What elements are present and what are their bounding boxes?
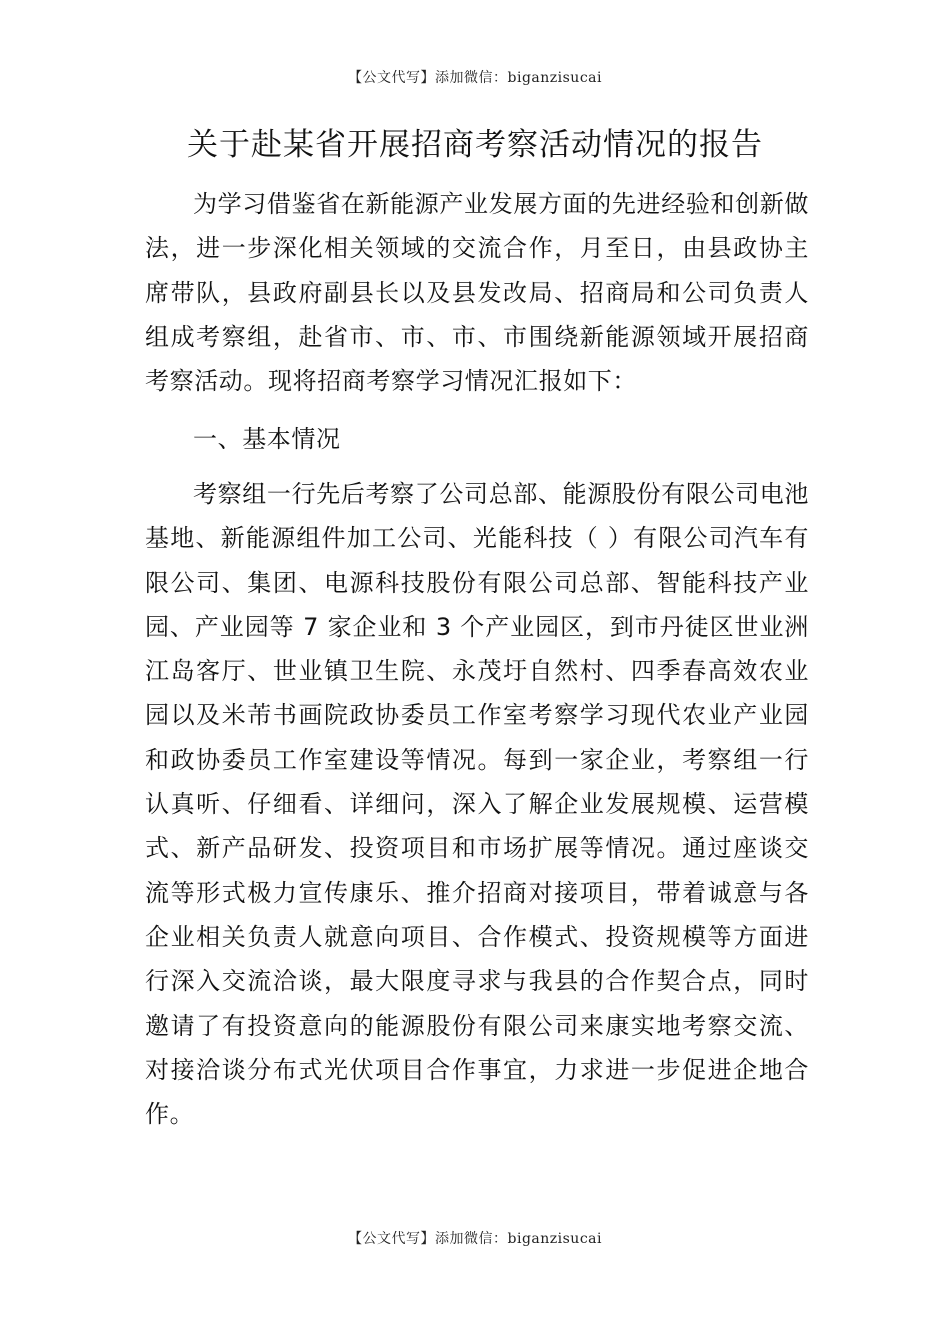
footer-watermark: 【公文代写】添加微信：biganzisucai (348, 1231, 602, 1247)
section-heading: 一、基本情况 (193, 425, 341, 453)
body-paragraph: 考察组一行先后考察了公司总部、能源股份有限公司电池基地、新能源组件加工公司、光能科技（ ）有限公司汽车有限公司、集团、电源科技股份有限公司总部、智能科技产业园、产业园等 7 家企业和 3 个产业园区，到市丹徒区世业洲江岛客厅、世业镇卫生院、永茂圩自然村、四季春高效农业园以及米芾书画院政协委员工作室考察学习现代农业产业园和政协委员工作室建设等情况。每到一家企业，考察组一行认真听、仔细看、详细问，深入了解企业发展规模、运营模式、新产品研发、投资项目和市场扩展等情况。通过座谈交流等形式极力宣传康乐、推介招商对接项目，带着诚意与各企业相关负责人就意向项目、合作模式、投资规模等方面进行深入交流洽谈，最大限度寻求与我县的合作契合点，同时邀请了有投资意向的能源股份有限公司来康实地考察交流、对接洽谈分布式光伏项目合作事宜，力求进一步促进企地合作。 (145, 480, 809, 1129)
header-watermark: 【公文代写】添加微信：biganzisucai (348, 70, 602, 86)
document-title: 关于赴某省开展招商考察活动情况的报告 (187, 127, 763, 163)
intro-paragraph: 为学习借鉴省在新能源产业发展方面的先进经验和创新做法，进一步深化相关领域的交流合作，月至日，由县政协主席带队，县政府副县长以及县发改局、招商局和公司负责人组成考察组，赴省市、市、市、市围绕新能源领域开展招商考察活动。现将招商考察学习情况汇报如下： (145, 190, 809, 396)
